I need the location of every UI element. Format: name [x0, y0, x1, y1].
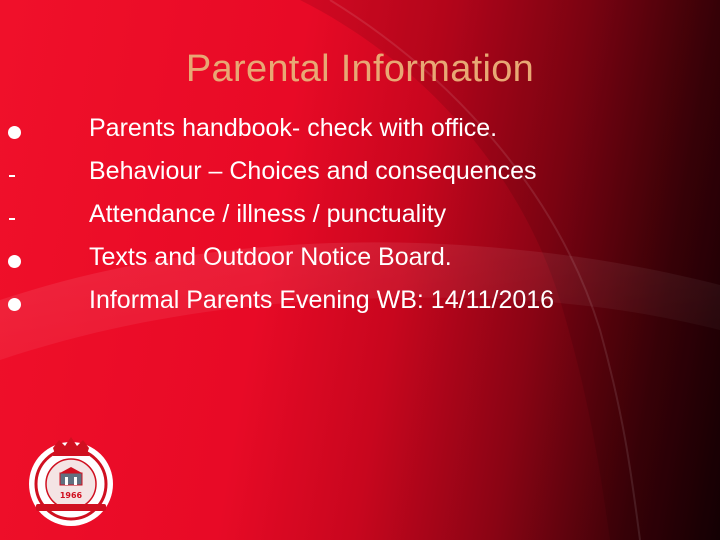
- bullet-text: Informal Parents Evening WB: 14/11/2016: [89, 286, 555, 314]
- list-item: [0, 235, 720, 278]
- list-item: [0, 278, 720, 321]
- bullet-list: [0, 106, 720, 321]
- slide-title: Parental Information: [185, 48, 535, 90]
- bullet-text: Behaviour – Choices and consequences: [89, 157, 537, 185]
- school-crest-icon: [23, 432, 119, 528]
- dot-icon: [8, 255, 22, 269]
- dash-icon: [8, 212, 22, 226]
- list-item: [0, 106, 720, 149]
- bullet-text: Parents handbook- check with office.: [89, 114, 498, 142]
- bullet-text: Attendance / illness / punctuality: [89, 200, 447, 228]
- list-item: [0, 149, 720, 192]
- dot-icon: [8, 126, 22, 140]
- dash-icon: [8, 169, 22, 183]
- bullet-text: Texts and Outdoor Notice Board.: [89, 243, 452, 271]
- crest-year: 1966: [59, 491, 83, 500]
- list-item: [0, 192, 720, 235]
- dot-icon: [8, 298, 22, 312]
